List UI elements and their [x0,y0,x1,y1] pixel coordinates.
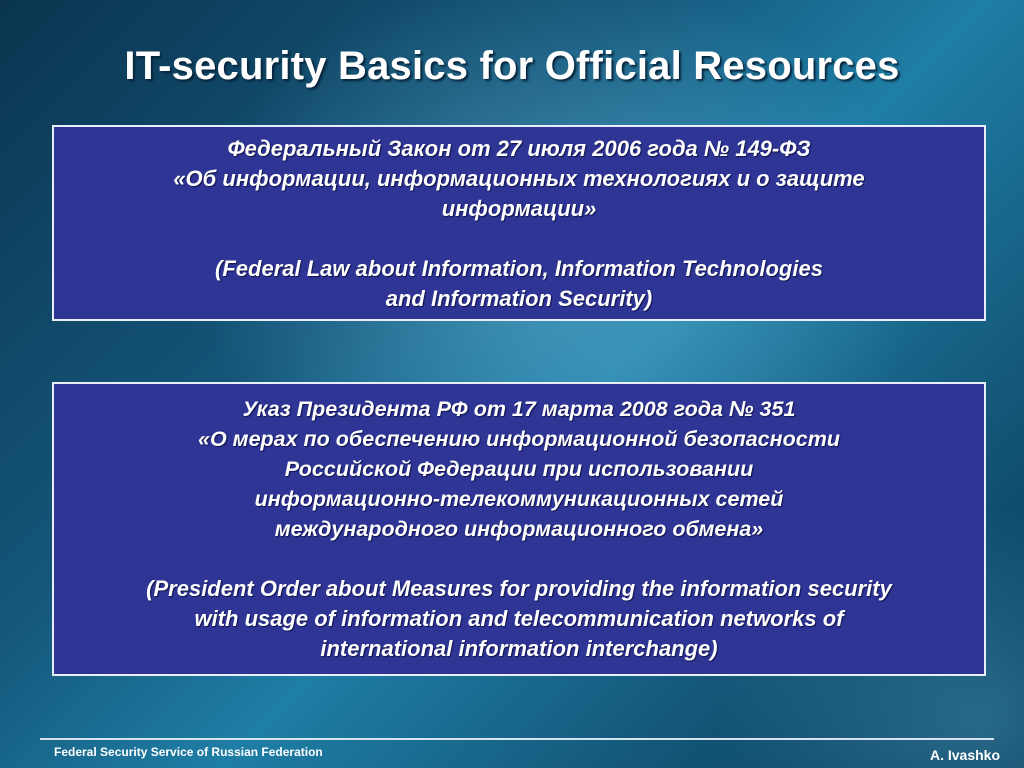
president-order-ru-line: Указ Президента РФ от 17 марта 2008 года № 351 [242,397,796,421]
president-order-ru-line: «О мерах по обеспечению информационной безопасности [198,427,840,451]
president-order-en-line: with usage of information and telecommunication networks of [194,606,844,631]
federal-law-en-line: (Federal Law about Information, Information Technologies [215,256,823,281]
president-order-ru-line: Российской Федерации при использовании [284,457,754,481]
president-order-box [52,382,986,676]
footer-organization: Federal Security Service of Russian Federation [54,745,323,759]
footer-author: A. Ivashko [929,747,1000,763]
spacer [54,224,984,254]
slide-title: IT-security Basics for Official Resources [124,44,900,88]
president-order-ru-line: международного информационного обмена» [274,517,764,541]
president-order-en-line: (President Order about Measures for providing the information security [146,576,892,601]
federal-law-ru-line: «Об информации, информационных технологиях и о защите [173,166,865,191]
federal-law-box [52,125,986,321]
federal-law-en-line: and Information Security) [385,286,653,311]
president-order-ru-line: информационно-телекоммуникационных сетей [254,487,784,511]
spacer [54,544,984,574]
federal-law-ru-line: информации» [441,196,597,221]
federal-law-ru-line: Федеральный Закон от 27 июля 2006 года № 149-ФЗ [227,136,811,161]
footer-divider [40,738,994,740]
president-order-en-line: international information interchange) [320,636,718,661]
